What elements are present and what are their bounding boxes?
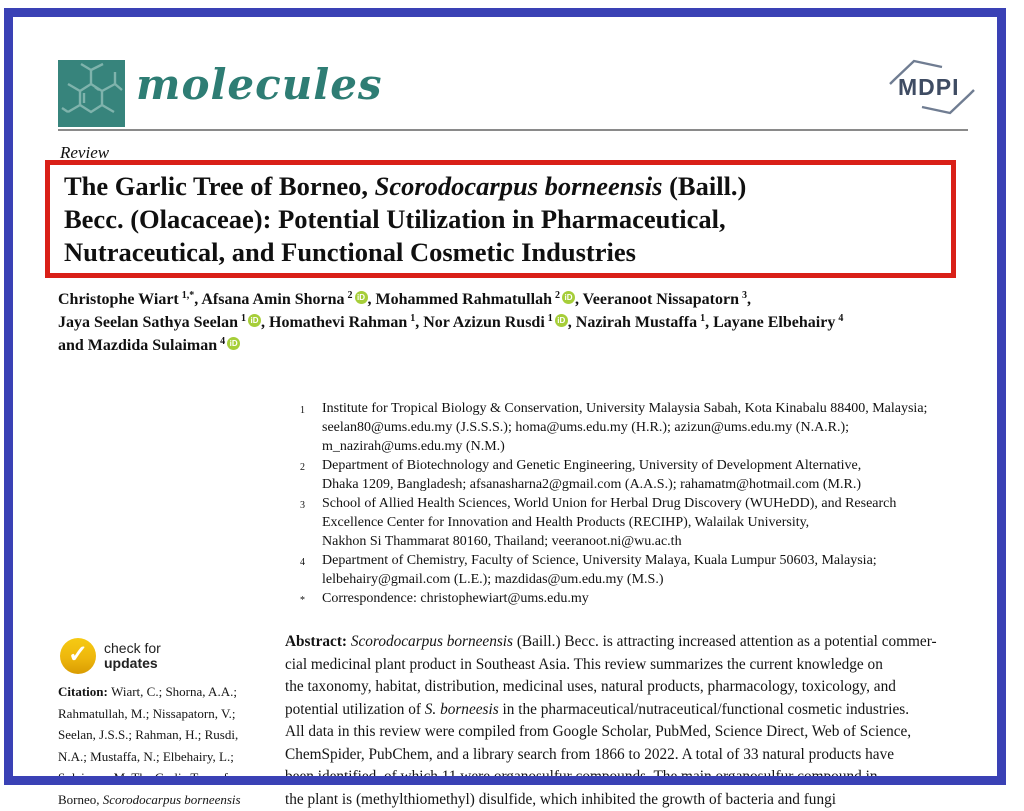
text-segment: Nutraceutical, and Functional Cosmetic Industries bbox=[64, 237, 636, 267]
abstract-line bbox=[285, 721, 975, 744]
text-segment: potential utilization of bbox=[285, 701, 425, 718]
text-segment: , Afsana Amin Shorna bbox=[194, 291, 344, 308]
citation-line bbox=[58, 767, 276, 789]
affiliation-marker: 2 bbox=[300, 456, 322, 494]
affiliation-superscript: 1,* bbox=[182, 290, 195, 301]
molecule-structure-icon bbox=[58, 60, 125, 127]
text-segment: (Baill.) bbox=[662, 171, 746, 201]
orcid-icon[interactable]: iD bbox=[555, 314, 568, 327]
abstract-line bbox=[285, 631, 975, 654]
text-segment: Abstract: bbox=[285, 633, 351, 650]
affiliation-superscript: 2 bbox=[555, 290, 560, 301]
text-segment: Citation: bbox=[58, 684, 111, 699]
affiliation-superscript: 2 bbox=[348, 290, 353, 301]
affiliation-superscript: 4 bbox=[220, 336, 225, 347]
text-segment: Seelan, J.S.S.; Rahman, H.; Rusdi, bbox=[58, 727, 238, 742]
affiliations-list bbox=[300, 399, 968, 610]
text-segment: , bbox=[747, 291, 751, 308]
orcid-icon[interactable]: iD bbox=[355, 291, 368, 304]
text-segment: the taxonomy, habitat, distribution, medicinal uses, natural products, pharmacology, toxicology, and bbox=[285, 678, 896, 695]
journal-wordmark: molecules bbox=[136, 60, 383, 109]
text-segment: N.A.; Mustaffa, N.; Elbehairy, L.; bbox=[58, 749, 234, 764]
orcid-icon[interactable]: iD bbox=[248, 314, 261, 327]
mdpi-publisher-logo[interactable] bbox=[884, 54, 980, 120]
affiliation-line: m_nazirah@ums.edu.my (N.M.) bbox=[322, 437, 968, 456]
affiliation-superscript: 1 bbox=[410, 313, 415, 324]
affiliation-row bbox=[300, 589, 968, 610]
citation-line bbox=[58, 681, 276, 703]
orcid-icon[interactable]: iD bbox=[562, 291, 575, 304]
affiliation-line: lelbehairy@gmail.com (L.E.); mazdidas@um.edu.my (M.S.) bbox=[322, 570, 968, 589]
affiliation-line: Institute for Tropical Biology & Conservation, University Malaysia Sabah, Kota Kinabalu 88400, Malaysia; bbox=[322, 399, 968, 418]
text-segment: the plant is (methylthiomethyl) disulfide, which inhibited the growth of bacteria and fungi bbox=[285, 791, 836, 808]
text-segment: been identified, of which 11 were organosulfur compounds. The main organosulfur compound in bbox=[285, 768, 878, 785]
text-segment: The Garlic Tree of Borneo, bbox=[64, 171, 375, 201]
affiliation-superscript: 1 bbox=[241, 313, 246, 324]
affiliation-superscript: 3 bbox=[742, 290, 747, 301]
abstract-line bbox=[285, 676, 975, 699]
affiliation-line: School of Allied Health Sciences, World Union for Herbal Drug Discovery (WUHeDD), and Research bbox=[322, 494, 968, 513]
text-segment: cial medicinal plant product in Southeast Asia. This review summarizes the current knowledge on bbox=[285, 656, 883, 673]
text-segment: Wiart, C.; Shorna, A.A.; bbox=[111, 684, 237, 699]
text-segment: Jaya Seelan Sathya Seelan bbox=[58, 314, 238, 331]
text-segment: Becc. (Olacaceae): Potential Utilization in Pharmaceutical, bbox=[64, 204, 726, 234]
affiliation-marker: 1 bbox=[300, 399, 322, 456]
affiliation-marker: * bbox=[300, 589, 322, 610]
article-title bbox=[50, 165, 951, 269]
text-segment: , Mohammed Rahmatullah bbox=[368, 291, 552, 308]
check-for-updates-badge[interactable] bbox=[60, 638, 260, 678]
text-segment: , Nazirah Mustaffa bbox=[568, 314, 697, 331]
affiliation-text bbox=[322, 399, 968, 456]
abstract-line bbox=[285, 699, 975, 722]
affiliation-line: Excellence Center for Innovation and Health Products (RECIHP), Walailak University, bbox=[322, 513, 968, 532]
check-for-updates-label bbox=[104, 641, 161, 671]
text-segment: Scorodocarpus borneensis bbox=[375, 171, 663, 201]
affiliation-text bbox=[322, 456, 968, 494]
text-segment: Rahmatullah, M.; Nissapatorn, V.; bbox=[58, 706, 236, 721]
citation-block bbox=[58, 681, 276, 810]
affiliation-superscript: 1 bbox=[548, 313, 553, 324]
abstract-line bbox=[285, 789, 975, 811]
citation-line bbox=[58, 746, 276, 768]
text-segment: , Nor Azizun Rusdi bbox=[415, 314, 545, 331]
author-line bbox=[58, 334, 970, 357]
abstract-line bbox=[285, 744, 975, 767]
affiliation-line: Dhaka 1209, Bangladesh; afsanasharna2@gmail.com (A.A.S.); rahamatm@hotmail.com (M.R.) bbox=[322, 475, 968, 494]
abstract-line bbox=[285, 766, 975, 789]
text-segment: All data in this review were compiled from Google Scholar, PubMed, Science Direct, Web of Science, bbox=[285, 723, 911, 740]
molecules-journal-logo[interactable] bbox=[58, 60, 125, 127]
affiliation-text bbox=[322, 494, 968, 551]
affiliation-superscript: 1 bbox=[700, 313, 705, 324]
affiliation-line: Correspondence: christophewiart@ums.edu.my bbox=[322, 589, 968, 608]
affiliation-row bbox=[300, 551, 968, 589]
text-segment: S. borneesis bbox=[425, 701, 499, 718]
affiliation-line: Department of Biotechnology and Genetic Engineering, University of Development Alternative, bbox=[322, 456, 968, 475]
affiliation-row bbox=[300, 456, 968, 494]
author-line bbox=[58, 288, 970, 311]
affiliation-line: Department of Chemistry, Faculty of Science, University Malaya, Kuala Lumpur 50603, Malaysia; bbox=[322, 551, 968, 570]
affiliation-text bbox=[322, 551, 968, 589]
affiliation-line: seelan80@ums.edu.my (J.S.S.S.); homa@ums.edu.my (H.R.); azizun@ums.edu.my (N.A.R.); bbox=[322, 418, 968, 437]
badge-line-1: check for bbox=[104, 641, 161, 656]
text-segment: , Homathevi Rahman bbox=[261, 314, 407, 331]
affiliation-marker: 3 bbox=[300, 494, 322, 551]
text-segment: Borneo, bbox=[58, 792, 103, 807]
affiliation-row bbox=[300, 399, 968, 456]
badge-line-2: updates bbox=[104, 656, 161, 671]
title-highlight-box bbox=[45, 160, 956, 278]
article-type-label: Review bbox=[60, 143, 109, 163]
header-divider bbox=[58, 129, 968, 131]
affiliation-row bbox=[300, 494, 968, 551]
citation-line bbox=[58, 724, 276, 746]
text-segment: in the pharmaceutical/nutraceutical/functional cosmetic industries. bbox=[499, 701, 909, 718]
affiliation-marker: 4 bbox=[300, 551, 322, 589]
text-segment: , Veeranoot Nissapatorn bbox=[575, 291, 739, 308]
text-segment: (Baill.) Becc. is attracting increased attention as a potential commer- bbox=[513, 633, 937, 650]
affiliation-line: Nakhon Si Thammarat 80160, Thailand; veeranoot.ni@wu.ac.th bbox=[322, 532, 968, 551]
text-segment: Scorodocarpus borneensis bbox=[103, 792, 241, 807]
text-segment: Sulaiman, M. The Garlic Tree of bbox=[58, 770, 228, 785]
affiliation-text bbox=[322, 589, 968, 610]
orcid-icon[interactable]: iD bbox=[227, 337, 240, 350]
author-line bbox=[58, 311, 970, 334]
abstract-line bbox=[285, 654, 975, 677]
abstract-block bbox=[285, 631, 975, 811]
title-line bbox=[64, 170, 939, 203]
checkmark-icon: ✓ bbox=[60, 638, 96, 674]
affiliation-superscript: 4 bbox=[838, 313, 843, 324]
title-line bbox=[64, 203, 939, 236]
text-segment: and Mazdida Sulaiman bbox=[58, 337, 217, 354]
text-segment: , Layane Elbehairy bbox=[705, 314, 835, 331]
citation-line bbox=[58, 789, 276, 811]
citation-line bbox=[58, 703, 276, 725]
title-line bbox=[64, 236, 939, 269]
text-segment: ChemSpider, PubChem, and a library search from 1866 to 2022. A total of 33 natural products have bbox=[285, 746, 894, 763]
author-list bbox=[58, 288, 970, 357]
text-segment: Scorodocarpus borneensis bbox=[351, 633, 513, 650]
mdpi-logo-text: MDPI bbox=[898, 74, 960, 101]
text-segment: Christophe Wiart bbox=[58, 291, 179, 308]
